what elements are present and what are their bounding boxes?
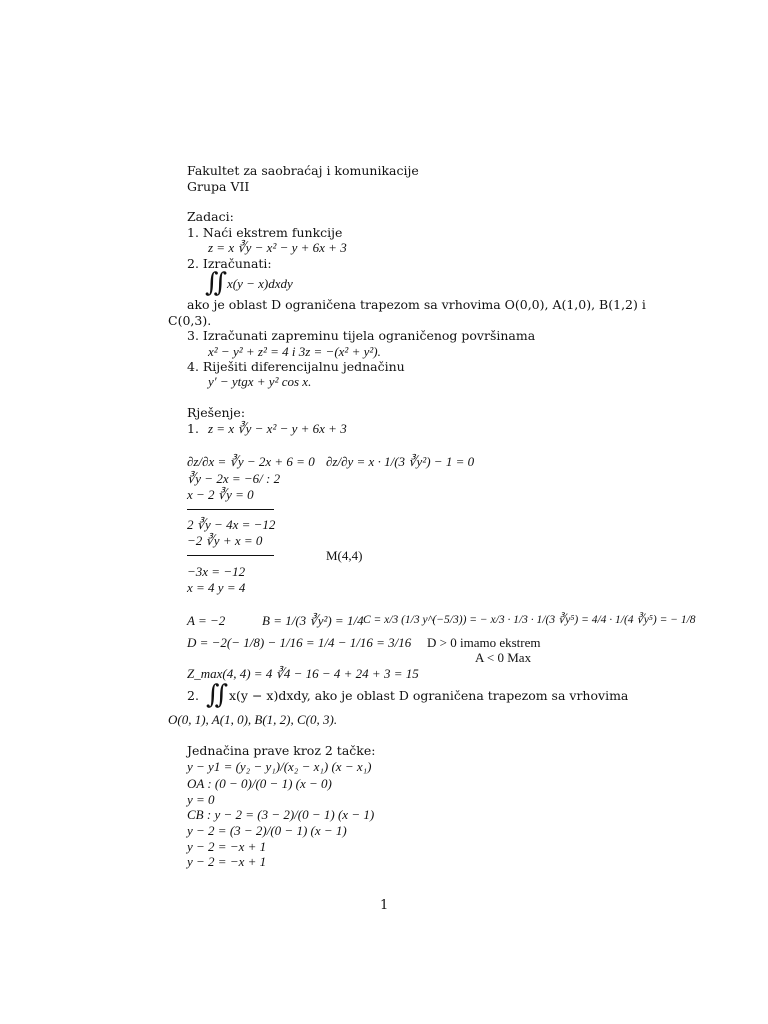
page-number: 1 [380,898,389,913]
coefficient-a: A = −2 [187,613,226,628]
solution-1-label: 1. [187,421,199,436]
coefficient-b: B = 1/(3 ∛y²) = 1/4 [262,613,364,628]
solution-heading: Rješenje: [187,405,246,420]
point-m: M(4,4) [326,548,363,563]
task-2: 2. Izračunati: [187,256,272,271]
line-equation-1: y − y1 = (y₂ − y₁)/(x₂ − x₁) (x − x₁) [187,759,372,774]
solution-2-points: O(0, 1), A(1, 0), B(1, 2), C(0, 3). [168,712,338,727]
task-1-formula: z = x ∛y − x² − y + 6x + 3 [208,240,347,255]
task-3: 3. Izračunati zapreminu tijela ograničenog površinama [187,328,536,343]
coefficient-c: C = x/3 (1/3 y^(−5/3)) = − x/3 · 1/3 · 1/(3 ∛y⁵) = 4/4 · 1/(4 ∛y⁵) = − 1/8 [363,614,696,626]
task-4: 4. Riješiti diferencijalnu jednačinu [187,359,405,374]
equation-b: x − 2 ∛y = 0 [187,487,254,502]
task-2-integrand: x(y − x)dxdy [227,276,293,291]
divider-2 [187,555,274,556]
task-3-formula: x² − y² + z² = 4 i 3z = −(x² + y²). [208,344,381,359]
equation-c: 2 ∛y − 4x = −12 [187,517,276,532]
solution-2-text: x(y − x)dxdy, ako je oblast D ograničena trapezom sa vrhovima [229,688,629,703]
task-2-domain-cont: C(0,3). [168,313,212,328]
line-equation-4: CB : y − 2 = (3 − 2)/(0 − 1) (x − 1) [187,807,375,822]
line-equation-6: y − 2 = −x + 1 [187,839,267,854]
line-equation-2: OA : (0 − 0)/(0 − 1) (x − 0) [187,776,332,791]
divider-1 [187,509,274,510]
coefficient-d: D = −2(− 1/8) − 1/16 = 1/4 − 1/16 = 3/16 [187,635,412,650]
partial-y: ∂z/∂y = x · 1/(3 ∛y²) − 1 = 0 [326,454,475,469]
tasks-heading: Zadaci: [187,209,234,224]
line-equation-heading: Jednačina prave kroz 2 tačke: [187,743,376,758]
double-integral-sign-2: ∬ [206,680,229,710]
double-integral-sign: ∬ [205,268,228,298]
task-2-domain: ako je oblast D ograničena trapezom sa vrhovima O(0,0), A(1,0), B(1,2) i [187,297,646,312]
equation-a: ∛y − 2x = −6/ : 2 [187,471,281,486]
line-equation-7: y − 2 = −x + 1 [187,854,267,869]
condition-a: A < 0 Max [475,650,532,665]
equation-d: −2 ∛y + x = 0 [187,533,263,548]
task-4-formula: y′ − ytgx + y² cos x. [208,374,312,389]
line-equation-3: y = 0 [187,792,215,807]
faculty-name: Fakultet za saobraćaj i komunikacije [187,163,419,178]
task-1: 1. Naći ekstrem funkcije [187,225,343,240]
line-equation-5: y − 2 = (3 − 2)/(0 − 1) (x − 1) [187,823,347,838]
z-max: Z_max(4, 4) = 4 ∛4 − 16 − 4 + 24 + 3 = 15 [187,666,419,681]
solution-2-label: 2. [187,688,199,703]
equation-e: −3x = −12 [187,564,246,579]
equation-f: x = 4 y = 4 [187,580,246,595]
partial-x: ∂z/∂x = ∛y − 2x + 6 = 0 [187,454,315,469]
group-label: Grupa VII [187,179,250,194]
condition-d: D > 0 imamo ekstrem [427,635,541,650]
solution-1-formula: z = x ∛y − x² − y + 6x + 3 [208,421,347,436]
